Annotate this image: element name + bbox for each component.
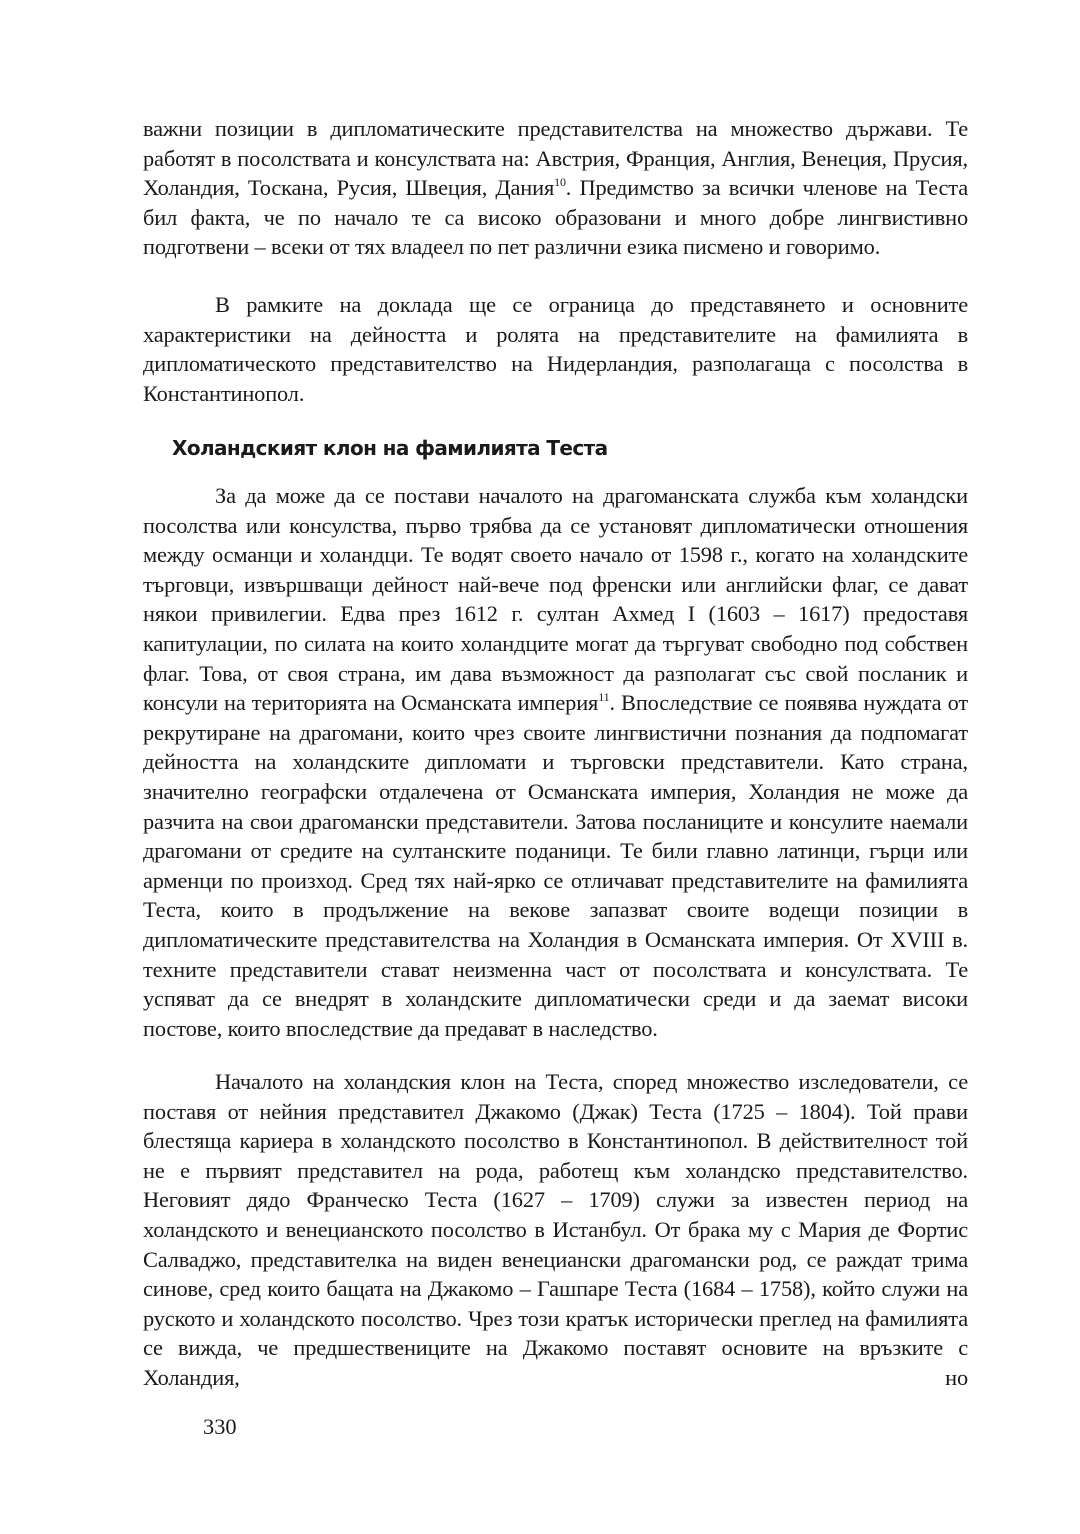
page-number: 330 (203, 1414, 237, 1439)
section-heading: Холандският клон на фамилията Теста (172, 436, 608, 460)
paragraph-3 (143, 481, 968, 1043)
footnote-ref-10: 10 (554, 175, 566, 190)
paragraph-1-text-after: . Предимство за всички членове на Теста бил факта, че по начало те са високо образовани и много добре лингвистивно подготвени – всеки от тях владеел по пет различни езика писмено и говоримо. (143, 175, 969, 260)
paragraph-1 (143, 114, 968, 262)
paragraph-1-body (143, 114, 968, 262)
paragraph-4-text: Началото на холандския клон на Теста, според множество изследователи, се поставя от нейния представител Джакомо (Джак) Теста (1725 – 1804). Той прави блестяща кариера в холандското посолство в Константинопол. В действителност той не е първият представител на рода, работещ към холандско представителство. Неговият дядо Франческо Теста (1627 – 1709) служи за известен период на холандското и венецианското посолство в Истанбул. От брака му с Мария де Фортис Салваджо, представителка на виден венециански драгомански род, се раждат трима синове, сред които бащата на Джакомо – Гашпаре Теста (1684 – 1758), който служи на руското и холандското посолство. Чрез този кратък исторически преглед на фамилията се вижда, че предшествениците на Джакомо поставят основите на връзките с Холандия, но (143, 1069, 968, 1390)
footnote-ref-11: 11 (598, 690, 610, 705)
paragraph-3-text: За да може да се постави началото на драгоманската служба към холандски посолства или консулства, първо трябва да се установят дипломатически отношения между османци и холандци. Те водят своето начало от 1598 г., когато на холандските търговци, извършващи дейност най-вече под френски или английски флаг, се дават някои привилегии. Едва през 1612 г. султан Ахмед I (1603 – 1617) предоставя капитулации, по силата на които холандците могат да търгуват свободно под собствен флаг. Това, от своя страна, им дава възможност да разполагат със свой посланик и консули на територията на Османската империя (143, 483, 968, 716)
paragraph-3-text-after: . Впоследствие се появява нуждата от рекрутиране на драгомани, които чрез своите лингвистични познания да подпомагат дейността на холандските дипломати и търговски представители. Като страна, значително географски отдалечена от Османската империя, Холандия не може да разчита на свои драгомански представители. Затова посланиците и консулите наемали драгомани от средите на султанските поданици. Те били главно латинци, гърци или арменци по произход. Сред тях най-ярко се отличават представителите на фамилията Теста, които в продължение на векове запазват своите водещи позиции в дипломатическите представителства на Холандия в Османската империя. От XVIII в. техните представители стават неизменна част от посолствата и консулствата. Те успяват да се внедрят в холандските дипломатически среди и да заемат високи постове, които впоследствие да предават в наследство. (143, 690, 968, 1041)
paragraph-3-body (143, 481, 968, 1043)
paragraph-2 (143, 290, 968, 408)
paragraph-1-text: важни позиции в дипломатическите представителства на множество държави. Те работят в посолствата и консулствата на: Австрия, Франция, Англия, Венеция, Прусия, Холандия, Тоскана, Русия, Швеция, Дания (143, 116, 968, 201)
paragraph-4 (143, 1067, 968, 1393)
paragraph-2-text: В рамките на доклада ще се ограница до представянето и основните характеристики на дейността и ролята на представителите на фамилията в дипломатическото представителство на Нидерландия, разполагаща с посолства в Константинопол. (143, 292, 968, 406)
